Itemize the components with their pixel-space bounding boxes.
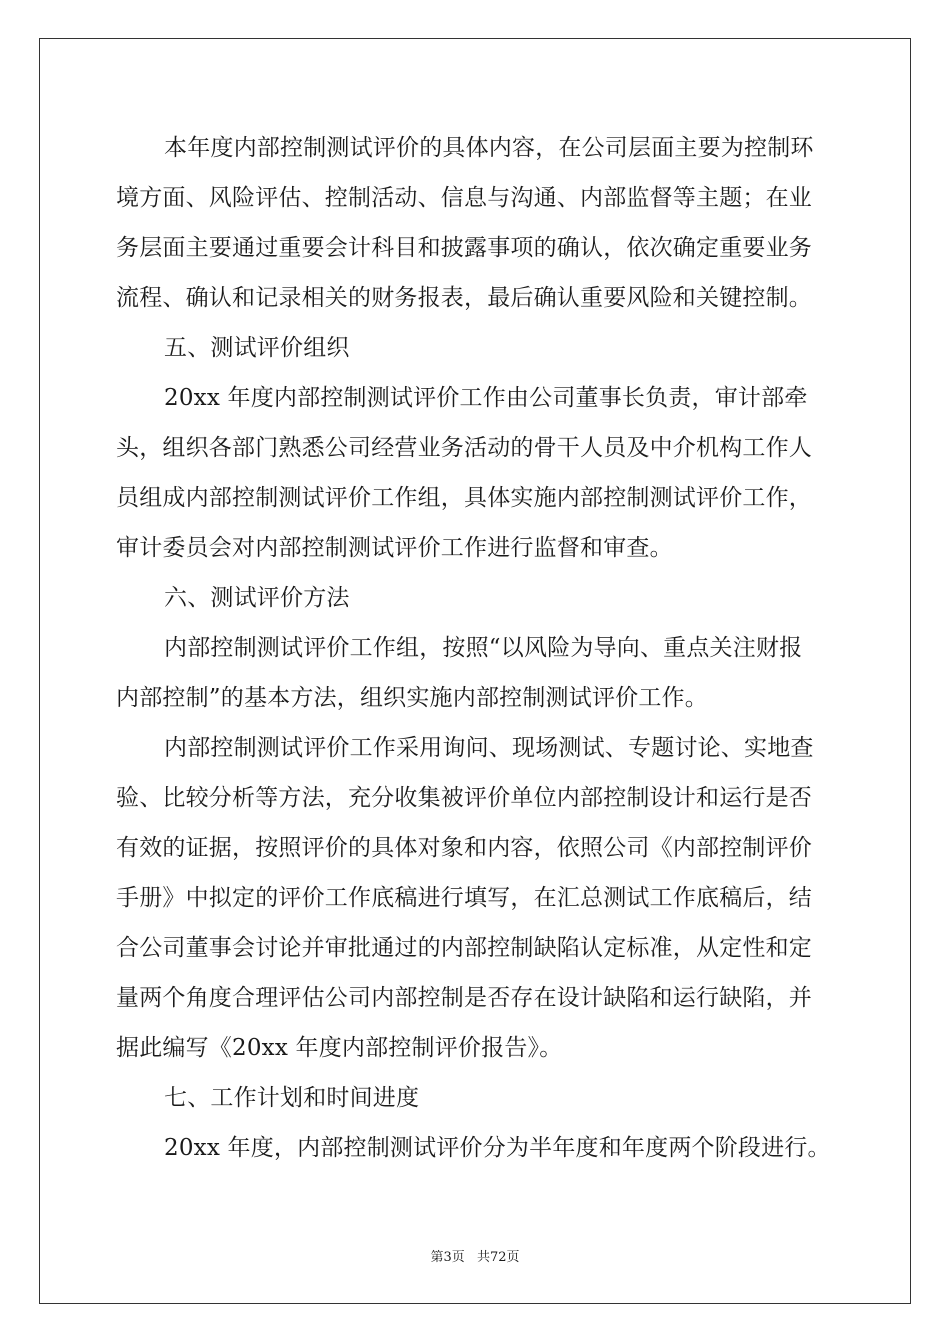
paragraph-line: 量两个角度合理评估公司内部控制是否存在设计缺陷和运行缺陷，并 (116, 985, 812, 1011)
section-heading: 七、工作计划和时间进度 (164, 1085, 420, 1111)
paragraph-line: 20xx 年度内部控制测试评价工作由公司董事长负责，审计部牵 (164, 385, 808, 411)
paragraph-line: 20xx 年度，内部控制测试评价分为半年度和年度两个阶段进行。 (164, 1135, 831, 1161)
section-heading: 六、测试评价方法 (164, 585, 350, 611)
paragraph-line: 本年度内部控制测试评价的具体内容，在公司层面主要为控制环 (164, 135, 814, 161)
paragraph-line: 验、比较分析等方法，充分收集被评价单位内部控制设计和运行是否 (116, 785, 812, 811)
paragraph-line: 合公司董事会讨论并审批通过的内部控制缺陷认定标准，从定性和定 (116, 935, 812, 961)
current-page-number: 第3页 (430, 1250, 465, 1265)
paragraph-line: 有效的证据，按照评价的具体对象和内容，依照公司《内部控制评价 (116, 835, 812, 861)
paragraph-line: 流程、确认和记录相关的财务报表，最后确认重要风险和关键控制。 (116, 285, 812, 311)
paragraph-line: 内部控制测试评价工作组，按照“以风险为导向、重点关注财报 (164, 635, 803, 661)
total-pages: 共72页 (476, 1250, 520, 1265)
paragraph-line: 境方面、风险评估、控制活动、信息与沟通、内部监督等主题；在业 (116, 185, 812, 211)
paragraph-line: 内部控制”的基本方法，组织实施内部控制测试评价工作。 (116, 685, 708, 711)
paragraph-line: 内部控制测试评价工作采用询问、现场测试、专题讨论、实地查 (164, 735, 814, 761)
paragraph-line: 员组成内部控制测试评价工作组，具体实施内部控制测试评价工作， (116, 485, 812, 511)
paragraph-line: 头，组织各部门熟悉公司经营业务活动的骨干人员及中介机构工作人 (116, 435, 812, 461)
section-heading: 五、测试评价组织 (164, 335, 350, 361)
paragraph-line: 审计委员会对内部控制测试评价工作进行监督和审查。 (116, 535, 673, 561)
paragraph-line: 据此编写《20xx 年度内部控制评价报告》。 (116, 1035, 563, 1061)
paragraph-line: 务层面主要通过重要会计科目和披露事项的确认，依次确定重要业务 (116, 235, 812, 261)
page-footer (0, 1246, 950, 1265)
paragraph-line: 手册》中拟定的评价工作底稿进行填写，在汇总测试工作底稿后，结 (116, 885, 812, 911)
